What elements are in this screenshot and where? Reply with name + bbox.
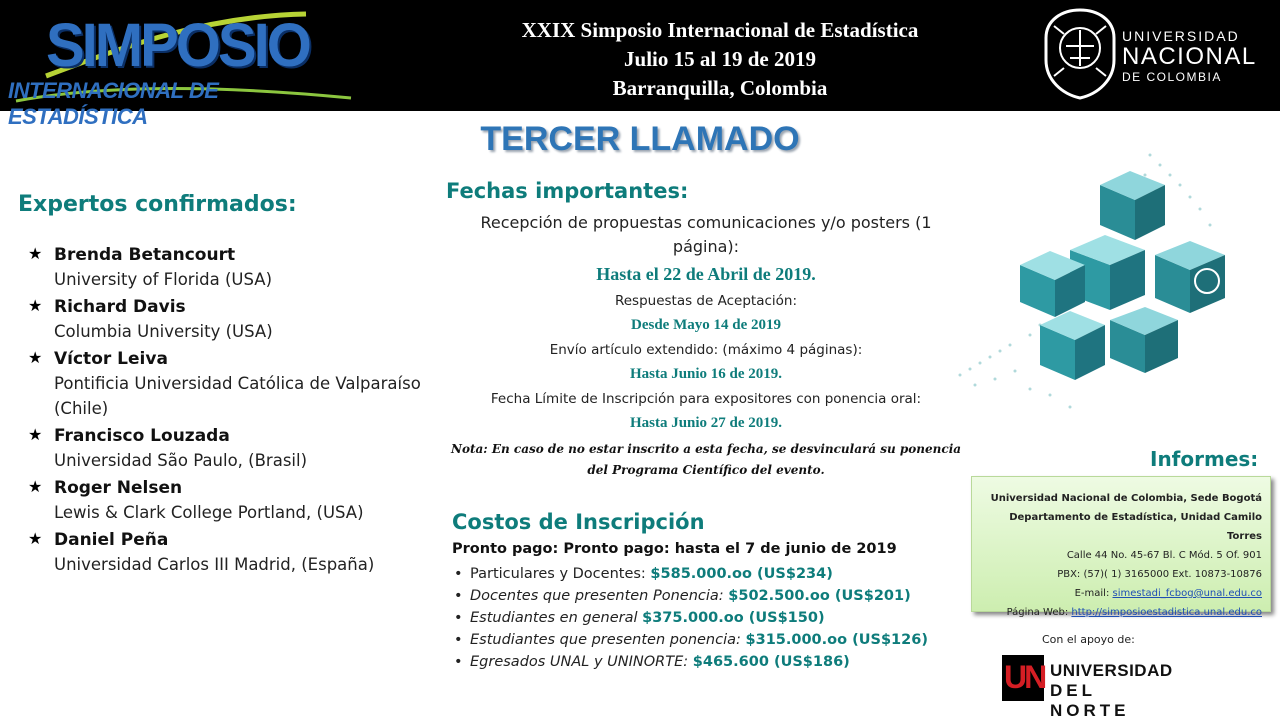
registration-note: Nota: En caso de no estar inscrito a esta fecha, se desvinculará su ponencia del Programa Científico del evento. [450, 442, 962, 477]
experts-list [28, 243, 438, 580]
contact-line: Calle 44 No. 45-67 Bl. C Mód. 5 Of. 901 [1066, 550, 1262, 561]
email-label: E-mail: [1074, 588, 1113, 599]
event-name: XXIX Simposio Internacional de Estadística [521, 18, 919, 42]
cube-icon [1110, 307, 1178, 373]
web-row [980, 603, 1262, 622]
star-icon: ★ [28, 479, 43, 496]
date-value: Hasta el 22 de Abril de 2019. [596, 264, 816, 284]
date-label: Respuestas de Aceptación: [614, 293, 798, 309]
email-link[interactable]: simestadi_fcbog@unal.edu.co [1112, 588, 1262, 599]
cost-price: $465.600 (US$186) [692, 654, 850, 670]
contact-box [971, 476, 1271, 618]
uninorte-mark-text: UN [1004, 659, 1045, 695]
star-icon: ★ [28, 531, 43, 548]
cost-label: Estudiantes que presenten ponencia: [470, 632, 746, 648]
logo-subtitle: INTERNACIONAL DE ESTADÍSTICA [8, 78, 219, 129]
uninorte-mark [1002, 655, 1044, 701]
star-icon: ★ [28, 246, 43, 263]
list-item [28, 424, 438, 473]
date-value: Desde Mayo 14 de 2019 [631, 317, 781, 333]
web-label: Página Web: [1006, 607, 1072, 618]
unal-wordmark [1122, 28, 1257, 84]
costs-list [452, 563, 952, 673]
simposio-logo [6, 6, 356, 129]
cube-icon [1155, 241, 1225, 313]
expert-name: Richard Davis [54, 297, 186, 317]
expert-affiliation: Columbia University (USA) [54, 322, 273, 341]
contact-line: PBX: (57)( 1) 3165000 Ext. 10873-10876 [1057, 569, 1262, 580]
cost-price: $375.000.oo (US$150) [642, 610, 825, 626]
expert-name: Francisco Louzada [54, 426, 230, 446]
cube-icon [1100, 171, 1165, 240]
list-item [28, 476, 438, 525]
list-item [28, 347, 438, 421]
uninorte-wordmark [1050, 661, 1182, 720]
expert-name: Víctor Leiva [54, 349, 168, 369]
expert-name: Roger Nelsen [54, 478, 183, 498]
date-value: Hasta Junio 16 de 2019. [629, 366, 783, 382]
list-item [452, 585, 952, 607]
uninorte-logo [1002, 655, 1182, 720]
unal-shield-icon [1040, 6, 1120, 102]
expert-affiliation: Pontificia Universidad Católica de Valparaíso (Chile) [54, 374, 421, 418]
cost-label: Docentes que presenten Ponencia: [470, 588, 729, 604]
email-row [980, 584, 1262, 603]
cost-price: $585.000.oo (US$234) [650, 566, 833, 582]
expert-affiliation: University of Florida (USA) [54, 270, 273, 289]
list-item [28, 528, 438, 577]
list-item [452, 651, 952, 673]
list-item [452, 629, 952, 651]
list-item [452, 563, 952, 585]
cost-price: $315.000.oo (US$126) [745, 632, 928, 648]
date-label: Recepción de propuestas comunicaciones y/o posters (1 página): [480, 213, 932, 256]
expert-name: Daniel Peña [54, 530, 169, 550]
list-item [452, 607, 952, 629]
list-item [28, 295, 438, 344]
page-title: TERCER LLAMADO [480, 120, 800, 158]
costs-heading: Costos de Inscripción [452, 510, 705, 534]
data-cubes-illustration [950, 145, 1250, 425]
dates-heading: Fechas importantes: [446, 179, 689, 203]
cost-price: $502.500.oo (US$201) [728, 588, 911, 604]
event-dates: Julio 15 al 19 de 2019 [624, 47, 816, 71]
cost-label: Particulares y Docentes: [470, 566, 651, 582]
star-icon: ★ [28, 298, 43, 315]
event-location: Barranquilla, Colombia [612, 76, 828, 100]
date-value: Hasta Junio 27 de 2019. [629, 415, 783, 431]
cost-label: Estudiantes en general [470, 610, 643, 626]
cube-icon [1040, 311, 1105, 380]
info-heading: Informes: [1150, 447, 1259, 471]
contact-line: Departamento de Estadística, Unidad Camilo Torres [1009, 512, 1262, 542]
early-payment-label: Pronto pago: Pronto pago: hasta el 7 de junio de 2019 [452, 541, 897, 557]
expert-name: Brenda Betancourt [54, 245, 236, 265]
experts-heading: Expertos confirmados: [18, 192, 297, 217]
uninorte-line2: DEL NORTE [1050, 681, 1130, 720]
unal-line2: NACIONAL [1122, 43, 1257, 70]
header-band [0, 0, 1280, 129]
event-title [440, 16, 1000, 103]
unal-line1: UNIVERSIDAD [1122, 28, 1240, 44]
unal-line3: DE COLOMBIA [1122, 70, 1222, 84]
cost-label: Egresados UNAL y UNINORTE: [470, 654, 693, 670]
web-link[interactable]: http://simposioestadistica.unal.edu.co [1071, 607, 1262, 618]
star-icon: ★ [28, 350, 43, 367]
logo-title: SIMPOSIO [46, 11, 309, 80]
expert-affiliation: Universidad São Paulo, (Brasil) [54, 451, 308, 470]
date-label: Fecha Límite de Inscripción para expositores con ponencia oral: [490, 391, 922, 407]
contact-line: Universidad Nacional de Colombia, Sede Bogotá [990, 493, 1262, 504]
list-item [28, 243, 438, 292]
date-label: Envío artículo extendido: (máximo 4 páginas): [549, 342, 863, 358]
dates-list [450, 211, 962, 481]
uninorte-line1: UNIVERSIDAD [1050, 661, 1173, 680]
star-icon: ★ [28, 427, 43, 444]
expert-affiliation: Universidad Carlos III Madrid, (España) [54, 555, 375, 574]
support-label: Con el apoyo de: [1042, 633, 1135, 646]
expert-affiliation: Lewis & Clark College Portland, (USA) [54, 503, 364, 522]
